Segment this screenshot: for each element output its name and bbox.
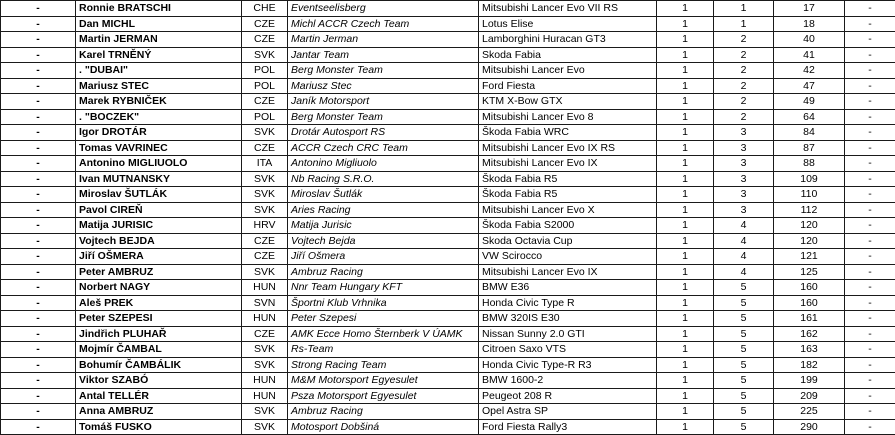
team-cell: Športni Klub Vrhnika (288, 295, 479, 311)
team-cell: Psza Motorsport Egyesulet (288, 388, 479, 404)
car-cell: Opel Astra SP (479, 404, 657, 420)
car-cell: VW Scirocco (479, 249, 657, 265)
driver-cell: . "BOCZEK" (76, 109, 242, 125)
nationality-cell: SVK (242, 342, 288, 358)
number-cell: 225 (774, 404, 845, 420)
status-cell: - (1, 373, 76, 389)
car-cell: Mitsubishi Lancer Evo X (479, 202, 657, 218)
nationality-cell: SVK (242, 187, 288, 203)
col6-cell: 1 (657, 156, 714, 172)
class-cell: 4 (714, 249, 774, 265)
class-cell: 3 (714, 187, 774, 203)
col9-cell: - (845, 264, 895, 280)
table-row (1, 94, 895, 110)
number-cell: 290 (774, 419, 845, 435)
car-cell: Honda Civic Type-R R3 (479, 357, 657, 373)
car-cell: Mitsubishi Lancer Evo IX RS (479, 140, 657, 156)
col9-cell: - (845, 233, 895, 249)
nationality-cell: CZE (242, 32, 288, 48)
number-cell: 40 (774, 32, 845, 48)
class-cell: 4 (714, 264, 774, 280)
team-cell: AMK Ecce Homo Šternberk V ÚAMK (288, 326, 479, 342)
col9-cell: - (845, 249, 895, 265)
driver-cell: Miroslav ŠUTLÁK (76, 187, 242, 203)
col9-cell: - (845, 373, 895, 389)
col9-cell: - (845, 419, 895, 435)
col9-cell: - (845, 156, 895, 172)
nationality-cell: CZE (242, 94, 288, 110)
car-cell: Lotus Elise (479, 16, 657, 32)
class-cell: 4 (714, 233, 774, 249)
status-cell: - (1, 388, 76, 404)
col6-cell: 1 (657, 94, 714, 110)
class-cell: 2 (714, 63, 774, 79)
col9-cell: - (845, 326, 895, 342)
col9-cell: - (845, 342, 895, 358)
driver-cell: Karel TRNĚNÝ (76, 47, 242, 63)
team-cell: Antonino Migliuolo (288, 156, 479, 172)
number-cell: 199 (774, 373, 845, 389)
table-row (1, 109, 895, 125)
status-cell: - (1, 311, 76, 327)
number-cell: 110 (774, 187, 845, 203)
nationality-cell: CZE (242, 233, 288, 249)
class-cell: 3 (714, 125, 774, 141)
car-cell: BMW E36 (479, 280, 657, 296)
nationality-cell: SVK (242, 404, 288, 420)
team-cell: Strong Racing Team (288, 357, 479, 373)
class-cell: 5 (714, 280, 774, 296)
table-row (1, 140, 895, 156)
car-cell: Mitsubishi Lancer Evo IX (479, 156, 657, 172)
col9-cell: - (845, 388, 895, 404)
car-cell: Mitsubishi Lancer Evo (479, 63, 657, 79)
team-cell: ACCR Czech CRC Team (288, 140, 479, 156)
table-row (1, 1, 895, 17)
car-cell: Citroen Saxo VTS (479, 342, 657, 358)
col6-cell: 1 (657, 32, 714, 48)
nationality-cell: POL (242, 78, 288, 94)
status-cell: - (1, 187, 76, 203)
driver-cell: Dan MICHL (76, 16, 242, 32)
nationality-cell: CHE (242, 1, 288, 17)
status-cell: - (1, 404, 76, 420)
car-cell: Škoda Fabia WRC (479, 125, 657, 141)
col9-cell: - (845, 202, 895, 218)
number-cell: 88 (774, 156, 845, 172)
team-cell: Jantar Team (288, 47, 479, 63)
nationality-cell: HUN (242, 373, 288, 389)
col9-cell: - (845, 94, 895, 110)
table-row (1, 388, 895, 404)
car-cell: Skoda Fabia (479, 47, 657, 63)
class-cell: 5 (714, 342, 774, 358)
table-row (1, 342, 895, 358)
class-cell: 5 (714, 326, 774, 342)
team-cell: Nb Racing S.R.O. (288, 171, 479, 187)
col6-cell: 1 (657, 47, 714, 63)
class-cell: 3 (714, 156, 774, 172)
driver-cell: Ronnie BRATSCHI (76, 1, 242, 17)
col6-cell: 1 (657, 171, 714, 187)
table-row (1, 47, 895, 63)
col6-cell: 1 (657, 326, 714, 342)
number-cell: 42 (774, 63, 845, 79)
number-cell: 163 (774, 342, 845, 358)
team-cell: Nnr Team Hungary KFT (288, 280, 479, 296)
number-cell: 41 (774, 47, 845, 63)
status-cell: - (1, 94, 76, 110)
col6-cell: 1 (657, 280, 714, 296)
col9-cell: - (845, 140, 895, 156)
driver-cell: Marek RYBNIČEK (76, 94, 242, 110)
nationality-cell: CZE (242, 140, 288, 156)
team-cell: Ambruz Racing (288, 264, 479, 280)
col9-cell: - (845, 32, 895, 48)
number-cell: 109 (774, 171, 845, 187)
class-cell: 5 (714, 419, 774, 435)
team-cell: Vojtech Bejda (288, 233, 479, 249)
status-cell: - (1, 233, 76, 249)
col6-cell: 1 (657, 249, 714, 265)
table-row (1, 63, 895, 79)
driver-cell: Vojtech BEJDA (76, 233, 242, 249)
table-row (1, 357, 895, 373)
status-cell: - (1, 16, 76, 32)
table-row (1, 187, 895, 203)
team-cell: Jiří Ošmera (288, 249, 479, 265)
car-cell: Ford Fiesta Rally3 (479, 419, 657, 435)
col6-cell: 1 (657, 233, 714, 249)
col9-cell: - (845, 125, 895, 141)
status-cell: - (1, 63, 76, 79)
team-cell: Rs-Team (288, 342, 479, 358)
status-cell: - (1, 140, 76, 156)
number-cell: 18 (774, 16, 845, 32)
col6-cell: 1 (657, 419, 714, 435)
class-cell: 2 (714, 94, 774, 110)
col6-cell: 1 (657, 357, 714, 373)
col9-cell: - (845, 63, 895, 79)
driver-cell: Bohumír ČAMBÁLIK (76, 357, 242, 373)
table-row (1, 233, 895, 249)
number-cell: 120 (774, 218, 845, 234)
team-cell: Berg Monster Team (288, 63, 479, 79)
car-cell: Mitsubishi Lancer Evo IX (479, 264, 657, 280)
nationality-cell: HUN (242, 388, 288, 404)
status-cell: - (1, 218, 76, 234)
table-row (1, 156, 895, 172)
driver-cell: Pavol CIREŇ (76, 202, 242, 218)
driver-cell: . "DUBAI" (76, 63, 242, 79)
class-cell: 3 (714, 140, 774, 156)
nationality-cell: CZE (242, 326, 288, 342)
class-cell: 2 (714, 109, 774, 125)
team-cell: Ambruz Racing (288, 404, 479, 420)
nationality-cell: POL (242, 109, 288, 125)
status-cell: - (1, 125, 76, 141)
table-row (1, 404, 895, 420)
driver-cell: Peter SZEPESI (76, 311, 242, 327)
status-cell: - (1, 280, 76, 296)
results-table-body (1, 0, 895, 435)
team-cell: Motosport Dobšiná (288, 419, 479, 435)
driver-cell: Igor DROTÁR (76, 125, 242, 141)
car-cell: Mitsubishi Lancer Evo VII RS (479, 1, 657, 17)
table-row (1, 16, 895, 32)
team-cell: Martin Jerman (288, 32, 479, 48)
class-cell: 2 (714, 32, 774, 48)
class-cell: 5 (714, 295, 774, 311)
car-cell: BMW 320IS E30 (479, 311, 657, 327)
team-cell: Berg Monster Team (288, 109, 479, 125)
class-cell: 2 (714, 78, 774, 94)
nationality-cell: HUN (242, 311, 288, 327)
class-cell: 5 (714, 311, 774, 327)
status-cell: - (1, 419, 76, 435)
number-cell: 161 (774, 311, 845, 327)
team-cell: Eventseelisberg (288, 1, 479, 17)
col6-cell: 1 (657, 16, 714, 32)
nationality-cell: POL (242, 63, 288, 79)
col6-cell: 1 (657, 311, 714, 327)
col9-cell: - (845, 109, 895, 125)
team-cell: Drotár Autosport RS (288, 125, 479, 141)
col9-cell: - (845, 187, 895, 203)
number-cell: 87 (774, 140, 845, 156)
driver-cell: Jindřich PLUHAŘ (76, 326, 242, 342)
table-row (1, 280, 895, 296)
col9-cell: - (845, 171, 895, 187)
team-cell: Matija Jurisic (288, 218, 479, 234)
team-cell: Mariusz Stec (288, 78, 479, 94)
number-cell: 121 (774, 249, 845, 265)
col9-cell: - (845, 311, 895, 327)
team-cell: Michl ACCR Czech Team (288, 16, 479, 32)
col9-cell: - (845, 47, 895, 63)
class-cell: 1 (714, 1, 774, 17)
driver-cell: Anna AMBRUZ (76, 404, 242, 420)
col9-cell: - (845, 357, 895, 373)
car-cell: Ford Fiesta (479, 78, 657, 94)
nationality-cell: SVK (242, 264, 288, 280)
table-row (1, 125, 895, 141)
status-cell: - (1, 249, 76, 265)
table-row (1, 295, 895, 311)
nationality-cell: SVK (242, 202, 288, 218)
col6-cell: 1 (657, 264, 714, 280)
table-row (1, 78, 895, 94)
number-cell: 84 (774, 125, 845, 141)
driver-cell: Antal TELLÉR (76, 388, 242, 404)
table-row (1, 311, 895, 327)
number-cell: 47 (774, 78, 845, 94)
status-cell: - (1, 171, 76, 187)
class-cell: 5 (714, 404, 774, 420)
table-row (1, 326, 895, 342)
col6-cell: 1 (657, 187, 714, 203)
class-cell: 1 (714, 16, 774, 32)
nationality-cell: SVK (242, 419, 288, 435)
status-cell: - (1, 326, 76, 342)
col6-cell: 1 (657, 388, 714, 404)
driver-cell: Martin JERMAN (76, 32, 242, 48)
table-row (1, 249, 895, 265)
table-row (1, 32, 895, 48)
number-cell: 125 (774, 264, 845, 280)
status-cell: - (1, 342, 76, 358)
table-row (1, 218, 895, 234)
class-cell: 5 (714, 357, 774, 373)
col6-cell: 1 (657, 202, 714, 218)
status-cell: - (1, 1, 76, 17)
status-cell: - (1, 32, 76, 48)
team-cell: Janík Motorsport (288, 94, 479, 110)
driver-cell: Mojmír ČAMBAL (76, 342, 242, 358)
driver-cell: Ivan MUTNANSKY (76, 171, 242, 187)
car-cell: Peugeot 208 R (479, 388, 657, 404)
class-cell: 5 (714, 388, 774, 404)
nationality-cell: CZE (242, 16, 288, 32)
status-cell: - (1, 295, 76, 311)
driver-cell: Aleš PREK (76, 295, 242, 311)
col6-cell: 1 (657, 342, 714, 358)
col9-cell: - (845, 218, 895, 234)
col6-cell: 1 (657, 63, 714, 79)
nationality-cell: SVK (242, 171, 288, 187)
col6-cell: 1 (657, 373, 714, 389)
col6-cell: 1 (657, 78, 714, 94)
status-cell: - (1, 357, 76, 373)
status-cell: - (1, 47, 76, 63)
driver-cell: Viktor SZABÓ (76, 373, 242, 389)
car-cell: Nissan Sunny 2.0 GTI (479, 326, 657, 342)
col6-cell: 1 (657, 125, 714, 141)
col6-cell: 1 (657, 1, 714, 17)
driver-cell: Norbert NAGY (76, 280, 242, 296)
number-cell: 182 (774, 357, 845, 373)
nationality-cell: SVK (242, 47, 288, 63)
driver-cell: Antonino MIGLIUOLO (76, 156, 242, 172)
status-cell: - (1, 264, 76, 280)
car-cell: BMW 1600-2 (479, 373, 657, 389)
nationality-cell: HUN (242, 280, 288, 296)
team-cell: Peter Szepesi (288, 311, 479, 327)
col6-cell: 1 (657, 404, 714, 420)
nationality-cell: ITA (242, 156, 288, 172)
number-cell: 64 (774, 109, 845, 125)
nationality-cell: CZE (242, 249, 288, 265)
driver-cell: Matija JURISIC (76, 218, 242, 234)
col6-cell: 1 (657, 109, 714, 125)
table-row (1, 419, 895, 435)
table-row (1, 202, 895, 218)
class-cell: 4 (714, 218, 774, 234)
class-cell: 2 (714, 47, 774, 63)
class-cell: 3 (714, 202, 774, 218)
number-cell: 17 (774, 1, 845, 17)
col9-cell: - (845, 1, 895, 17)
car-cell: Skoda Octavia Cup (479, 233, 657, 249)
table-row (1, 171, 895, 187)
driver-cell: Tomas VAVRINEC (76, 140, 242, 156)
col6-cell: 1 (657, 218, 714, 234)
col9-cell: - (845, 16, 895, 32)
class-cell: 3 (714, 171, 774, 187)
number-cell: 120 (774, 233, 845, 249)
number-cell: 112 (774, 202, 845, 218)
number-cell: 49 (774, 94, 845, 110)
col6-cell: 1 (657, 140, 714, 156)
number-cell: 209 (774, 388, 845, 404)
class-cell: 5 (714, 373, 774, 389)
table-row (1, 373, 895, 389)
driver-cell: Peter AMBRUZ (76, 264, 242, 280)
number-cell: 160 (774, 295, 845, 311)
col9-cell: - (845, 78, 895, 94)
col9-cell: - (845, 404, 895, 420)
driver-cell: Jiří OŠMERA (76, 249, 242, 265)
table-row (1, 264, 895, 280)
status-cell: - (1, 156, 76, 172)
number-cell: 162 (774, 326, 845, 342)
col9-cell: - (845, 295, 895, 311)
nationality-cell: SVK (242, 357, 288, 373)
car-cell: Mitsubishi Lancer Evo 8 (479, 109, 657, 125)
nationality-cell: SVK (242, 125, 288, 141)
car-cell: Škoda Fabia S2000 (479, 218, 657, 234)
nationality-cell: HRV (242, 218, 288, 234)
status-cell: - (1, 78, 76, 94)
team-cell: Aries Racing (288, 202, 479, 218)
driver-cell: Mariusz STEC (76, 78, 242, 94)
col6-cell: 1 (657, 295, 714, 311)
car-cell: KTM X-Bow GTX (479, 94, 657, 110)
col9-cell: - (845, 280, 895, 296)
status-cell: - (1, 202, 76, 218)
car-cell: Škoda Fabia R5 (479, 171, 657, 187)
team-cell: Miroslav Šutlák (288, 187, 479, 203)
number-cell: 160 (774, 280, 845, 296)
status-cell: - (1, 109, 76, 125)
team-cell: M&M Motorsport Egyesulet (288, 373, 479, 389)
car-cell: Honda Civic Type R (479, 295, 657, 311)
car-cell: Lamborghini Huracan GT3 (479, 32, 657, 48)
driver-cell: Tomáš FUSKO (76, 419, 242, 435)
nationality-cell: SVN (242, 295, 288, 311)
car-cell: Škoda Fabia R5 (479, 187, 657, 203)
